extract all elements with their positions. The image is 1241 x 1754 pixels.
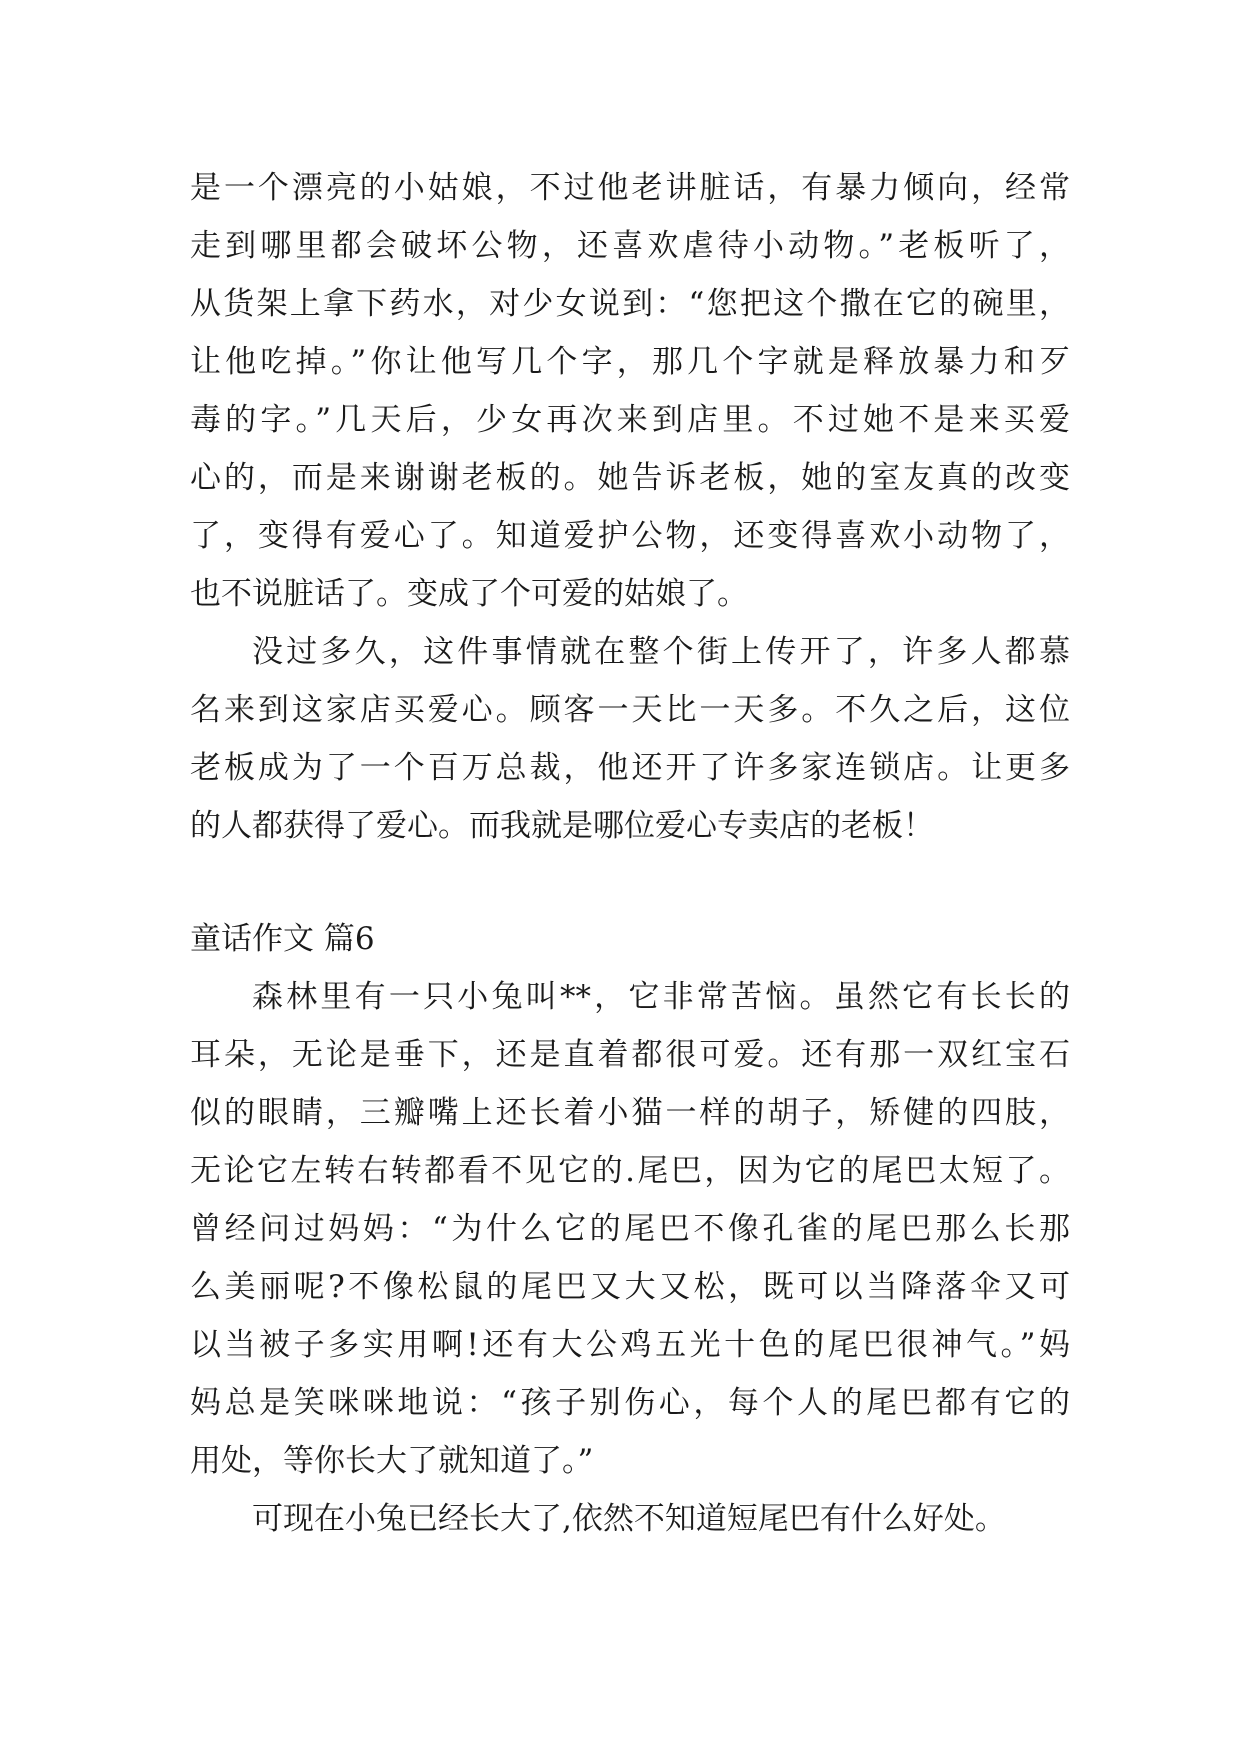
text-line: 了，变得有爱心了。知道爱护公物，还变得喜欢小动物了， bbox=[190, 518, 1070, 554]
text-line: 是一个漂亮的小姑娘，不过他老讲脏话，有暴力倾向，经常 bbox=[190, 170, 1070, 206]
text-line: 走到哪里都会破坏公物，还喜欢虐待小动物。”老板听了， bbox=[190, 228, 1070, 264]
text-line: 可现在小兔已经长大了,依然不知道短尾巴有什么好处。 bbox=[252, 1501, 1006, 1537]
text-line: 让他吃掉。”你让他写几个字，那几个字就是释放暴力和歹 bbox=[190, 344, 1070, 380]
text-line: 从货架上拿下药水，对少女说到：“您把这个撒在它的碗里， bbox=[190, 286, 1070, 322]
section-heading: 童话作文 篇6 bbox=[190, 921, 375, 957]
text-line: 的人都获得了爱心。而我就是哪位爱心专卖店的老板！ bbox=[190, 808, 934, 844]
text-line: 似的眼睛，三瓣嘴上还长着小猫一样的胡子，矫健的四肢， bbox=[190, 1095, 1070, 1131]
text-line: 无论它左转右转都看不见它的.尾巴，因为它的尾巴太短了。 bbox=[190, 1153, 1070, 1189]
text-line: 用处，等你长大了就知道了。” bbox=[190, 1443, 594, 1479]
text-line: 耳朵，无论是垂下，还是直着都很可爱。还有那一双红宝石 bbox=[190, 1037, 1070, 1073]
text-line: 妈总是笑咪咪地说：“孩子别伤心，每个人的尾巴都有它的 bbox=[190, 1385, 1070, 1421]
text-line: 森林里有一只小兔叫**，它非常苦恼。虽然它有长长的 bbox=[252, 979, 1070, 1015]
text-line: 没过多久，这件事情就在整个街上传开了，许多人都慕 bbox=[252, 634, 1070, 670]
text-line: 心的，而是来谢谢老板的。她告诉老板，她的室友真的改变 bbox=[190, 460, 1070, 496]
text-line: 名来到这家店买爱心。顾客一天比一天多。不久之后，这位 bbox=[190, 692, 1070, 728]
text-line: 么美丽呢?不像松鼠的尾巴又大又松，既可以当降落伞又可 bbox=[190, 1269, 1070, 1305]
text-line: 曾经问过妈妈：“为什么它的尾巴不像孔雀的尾巴那么长那 bbox=[190, 1211, 1070, 1247]
text-line: 毒的字。”几天后，少女再次来到店里。不过她不是来买爱 bbox=[190, 402, 1070, 438]
text-line: 老板成为了一个百万总裁，他还开了许多家连锁店。让更多 bbox=[190, 750, 1070, 786]
text-line: 以当被子多实用啊!还有大公鸡五光十色的尾巴很神气。”妈 bbox=[190, 1327, 1070, 1363]
text-line: 也不说脏话了。变成了个可爱的姑娘了。 bbox=[190, 576, 748, 612]
